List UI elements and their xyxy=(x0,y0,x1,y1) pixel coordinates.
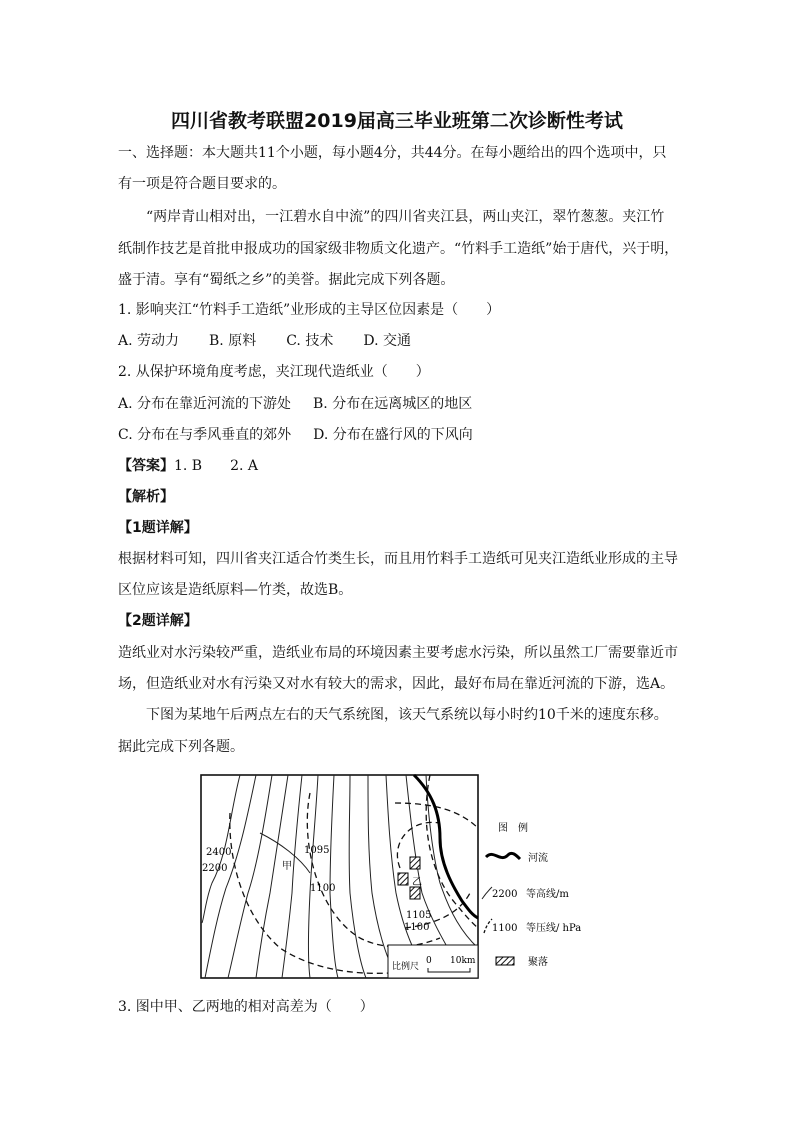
detail-1-line1: 根据材料可知，四川省夹江适合竹类生长，而且用竹料手工造纸可见夹江造纸业形成的主导 xyxy=(118,551,678,567)
scale-zero: 0 xyxy=(426,956,432,966)
legend-contour-swatch xyxy=(482,887,492,899)
question-1-stem: 1. 影响夹江“竹料手工造纸”业形成的主导区位因素是（ ） xyxy=(118,302,501,318)
question-2-options-row2 xyxy=(118,425,473,445)
legend-river-label: 河流 xyxy=(528,853,548,864)
point-jia-label: 甲 xyxy=(282,861,292,872)
q1-option-d[interactable]: D. 交通 xyxy=(363,333,411,349)
q2-option-b[interactable]: B. 分布在远离城区的地区 xyxy=(313,396,473,412)
q1-option-c[interactable]: C. 技术 xyxy=(286,333,334,349)
isobar-label-1100b: 1100 xyxy=(404,922,430,933)
q2-option-d[interactable]: D. 分布在盛行风的下风向 xyxy=(313,427,473,443)
scale-label: 比例尺 xyxy=(392,962,420,972)
analysis-label: 【解析】 xyxy=(118,489,174,505)
question-1-options xyxy=(118,331,411,351)
question-2-options-row1 xyxy=(118,394,472,414)
contour-label-2400: 2400 xyxy=(206,847,232,858)
weather-map-figure xyxy=(200,773,600,983)
legend-settlement-swatch xyxy=(496,957,514,965)
page-title: 四川省教考联盟2019届高三毕业班第二次诊断性考试 xyxy=(171,110,623,132)
point-yi-label: 乙 xyxy=(412,877,422,888)
answer-label: 【答案】 xyxy=(118,458,174,474)
passage2-line1: 下图为某地午后两点左右的天气系统图，该天气系统以每小时约10千米的速度东移。 xyxy=(146,707,668,723)
passage1-line2: 纸制作技艺是首批申报成功的国家级非物质文化遗产。“竹料手工造纸”始于唐代，兴于明， xyxy=(118,241,679,257)
passage2-line2: 据此完成下列各题。 xyxy=(118,739,244,755)
legend-contour-value: 2200 xyxy=(492,889,518,900)
legend-title: 图 例 xyxy=(498,823,528,834)
legend-isobar-swatch xyxy=(484,919,492,933)
legend-river-swatch xyxy=(486,853,520,859)
detail-1-label: 【1题详解】 xyxy=(118,520,198,536)
question-2-stem: 2. 从保护环境角度考虑，夹江现代造纸业（ ） xyxy=(118,364,430,380)
contour-label-2200: 2200 xyxy=(202,863,228,874)
passage1-line1: “两岸青山相对出，一江碧水自中流”的四川省夹江县，两山夹江，翠竹葱葱。夹江竹 xyxy=(146,209,665,225)
answer-text: 1. B 2. A xyxy=(174,458,259,474)
weather-system-map xyxy=(200,773,600,983)
q1-option-a[interactable]: A. 劳动力 xyxy=(118,333,180,349)
answer-line xyxy=(118,456,258,476)
detail-2-line1: 造纸业对水污染较严重，造纸业布局的环境因素主要考虑水污染，所以虽然工厂需要靠近市 xyxy=(118,645,678,661)
legend-settlement-label: 聚落 xyxy=(528,957,548,968)
legend-isobar-value: 1100 xyxy=(492,923,518,934)
q1-option-b[interactable]: B. 原料 xyxy=(209,333,257,349)
section-instruction-line1: 一、选择题：本大题共11个小题，每小题4分，共44分。在每小题给出的四个选项中，只 xyxy=(118,145,667,161)
detail-2-line2: 场，但造纸业对水有污染又对水有较大的需求，因此，最好布局在靠近河流的下游，选A。 xyxy=(118,676,675,692)
q2-option-a[interactable]: A. 分布在靠近河流的下游处 xyxy=(118,396,292,412)
isobar-label-1100: 1100 xyxy=(310,883,336,894)
question-3-stem: 3. 图中甲、乙两地的相对高差为（ ） xyxy=(118,999,374,1015)
section-instruction-line2: 有一项是符合题目要求的。 xyxy=(118,176,286,192)
detail-1-line2: 区位应该是造纸原料—竹类，故选B。 xyxy=(118,582,353,598)
legend-contour-label: 等高线/m xyxy=(526,889,569,900)
passage1-line3: 盛于清。享有“蜀纸之乡”的美誉。据此完成下列各题。 xyxy=(118,272,455,288)
detail-2-label: 【2题详解】 xyxy=(118,613,198,629)
q2-option-c[interactable]: C. 分布在与季风垂直的郊外 xyxy=(118,427,292,443)
isobar-label-1105: 1105 xyxy=(406,910,432,921)
scale-end: 10km xyxy=(450,956,476,966)
legend-isobar-label: 等压线/ hPa xyxy=(526,923,582,934)
isobar-label-1095: 1095 xyxy=(304,845,330,856)
